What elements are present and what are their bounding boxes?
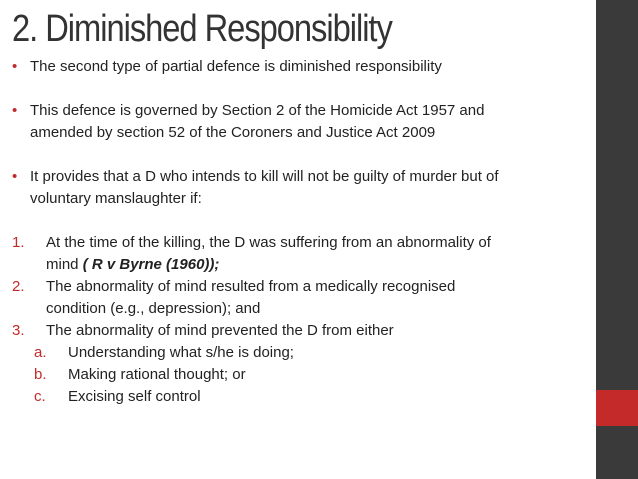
bullet-marker: • [12,58,18,75]
bullet-text-line1: It provides that a D who intends to kill will not be guilty of murder but of [30,168,499,185]
numbered-item [12,276,592,320]
bullet-text-line1: This defence is governed by Section 2 of the Homicide Act 1957 and [30,102,485,119]
bullet-item [12,56,592,78]
sub-text: Understanding what s/he is doing; [68,344,294,361]
slide-body [12,56,592,408]
numbered-item [12,232,592,276]
sidebar-accent-block [596,390,638,426]
numbered-marker: 1. [12,234,25,251]
bullet-marker: • [12,168,18,185]
sub-item [12,364,592,386]
sub-marker: b. [34,366,47,383]
bullet-marker: • [12,102,18,119]
slide-title: 2. Diminished Responsibility [12,8,392,50]
numbered-item [12,320,592,342]
sub-item [12,386,592,408]
numbered-text-line2: condition (e.g., depression); and [46,300,261,317]
sub-item [12,342,592,364]
bullet-text-line2: voluntary manslaughter if: [30,190,202,207]
sub-text: Making rational thought; or [68,366,246,383]
numbered-marker: 3. [12,322,25,339]
case-citation: ( R v Byrne (1960)); [82,256,220,273]
bullet-item [12,166,592,210]
bullet-item [12,100,592,144]
numbered-text-line1: The abnormality of mind prevented the D from either [46,322,394,339]
numbered-text-line1: At the time of the killing, the D was suffering from an abnormality of [46,234,491,251]
sub-marker: a. [34,344,47,361]
sub-text: Excising self control [68,388,201,405]
numbered-text-line1: The abnormality of mind resulted from a medically recognised [46,278,456,295]
bullet-text-line2: amended by section 52 of the Coroners and Justice Act 2009 [30,124,436,141]
sub-marker: c. [34,388,46,405]
bullet-text: The second type of partial defence is diminished responsibility [30,58,442,75]
numbered-marker: 2. [12,278,25,295]
numbered-text-line2: mind [46,256,83,273]
